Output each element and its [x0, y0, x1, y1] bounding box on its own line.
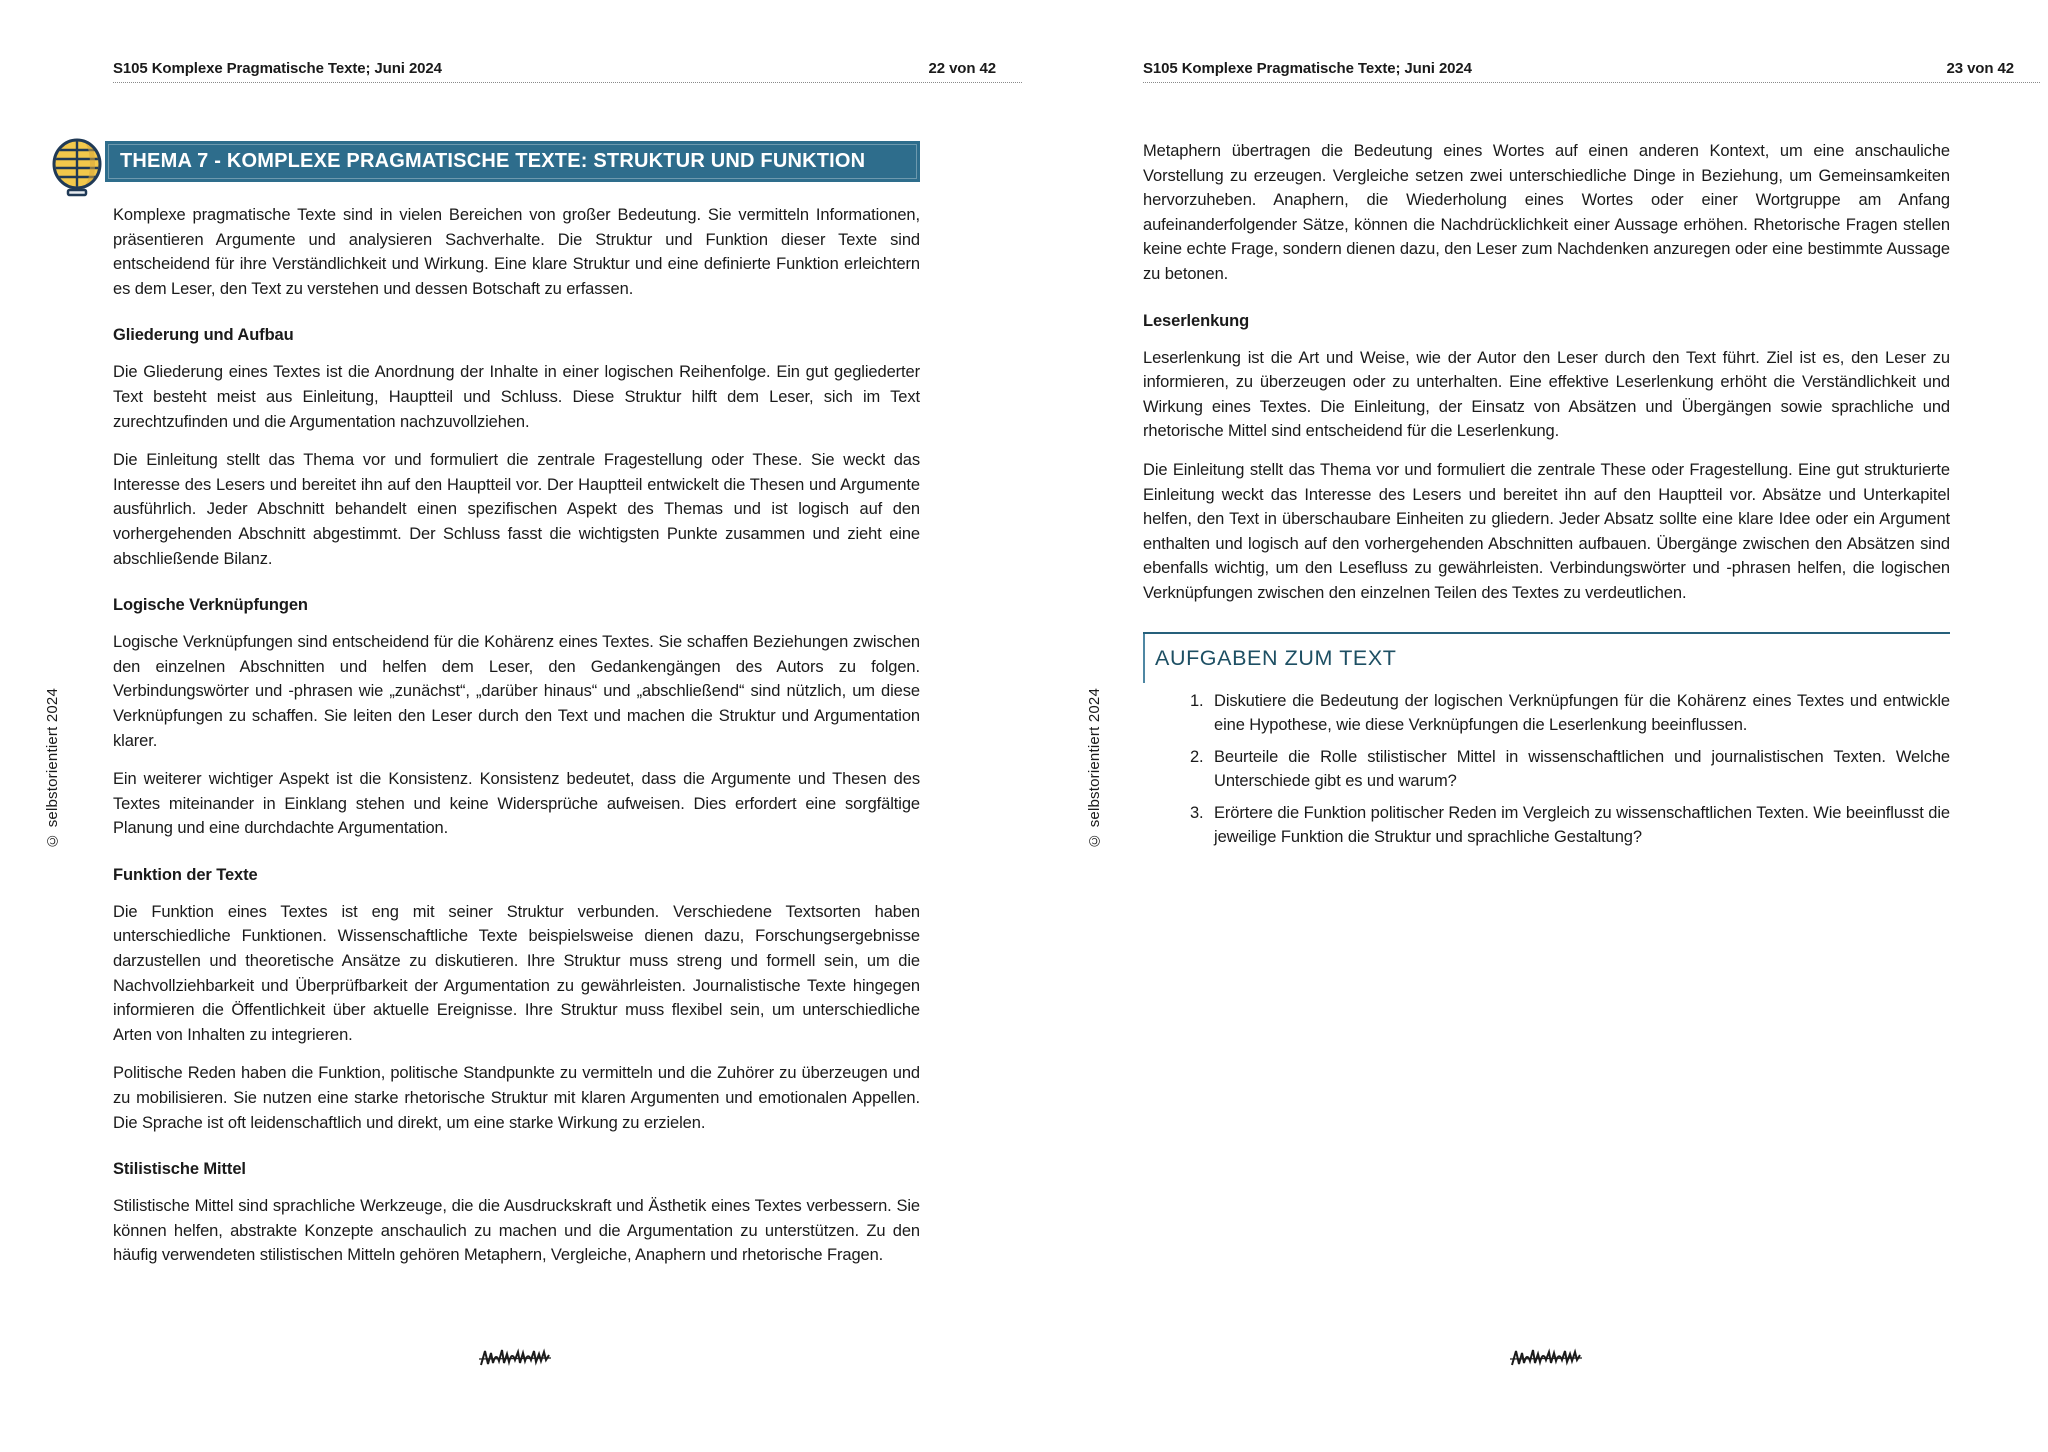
section-heading: Gliederung und Aufbau — [113, 326, 294, 345]
task-item: 1. Diskutiere die Bedeutung der logischen Verknüpfungen für die Kohärenz eines Textes und entwickle eine Hypothese, wie diese Verknüpfungen die Leserlenkung beeinflussen. — [1208, 689, 1950, 738]
chapter-title: THEMA 7 - KOMPLEXE PRAGMATISCHE TEXTE: STRUKTUR UND FUNKTION — [120, 150, 866, 172]
copyright-note: © selbstorientiert 2024 — [44, 688, 61, 849]
paragraph: Leserlenkung ist die Art und Weise, wie der Autor den Leser durch den Text führt. Ziel ist es, den Leser zu informieren, zu überzeugen oder zu unterhalten. Eine effektive Leserlenkung erhöht die Verständlichkeit und Wirkung eines Textes. Die Einleitung, der Einsatz von Absätzen und Übergängen sowie sprachliche und rhetorische Mittel sind entscheidend für die Leserlenkung. — [1143, 348, 1950, 441]
copyright-note: © selbstorientiert 2024 — [1086, 688, 1103, 849]
paragraph: Die Einleitung stellt das Thema vor und formuliert die zentrale These oder Fragestellung. Eine gut strukturierte Einleitung weckt das Interesse des Lesers und bereitet ihn auf den Hauptteil vor. Absätze und Unterkapitel helfen, den Text in überschaubare Einheiten zu gliedern. Jeder Absatz sollte eine klare Idee oder ein Argument enthalten und logisch auf den vorhergehenden Abschnitten aufbauen. Übergänge zwischen den Absätzen sind ebenfalls wichtig, um den Lesefluss zu gewährleisten. Verbindungswörter und -phrasen helfen, die logischen Verknüpfungen zwischen den einzelnen Teilen des Textes zu verdeutlichen. — [1143, 460, 1950, 602]
paragraph: Politische Reden haben die Funktion, politische Standpunkte zu vermitteln und die Zuhörer zu überzeugen und zu mobilisieren. Sie nutzen eine starke rhetorische Struktur mit klaren Argumenten und emotionalen Appellen. Die Sprache ist oft leidenschaftlich und direkt, um eine starke Wirkung zu erzielen. — [113, 1064, 920, 1132]
running-title: S105 Komplexe Pragmatische Texte; Juni 2024 — [1143, 60, 1472, 77]
paragraph: Komplexe pragmatische Texte sind in vielen Bereichen von großer Bedeutung. Sie vermitteln Informationen, präsentieren Argumente und analysieren Sachverhalte. Die Struktur und Funktion dieser Texte sind entscheidend für ihre Verständlichkeit und Wirkung. Eine klare Struktur und eine definierte Funktion erleichtern es dem Leser, den Text zu verstehen und dessen Botschaft zu erfassen. — [113, 206, 920, 298]
running-header — [113, 60, 1022, 83]
task-item: 2. Beurteile die Rolle stilistischer Mittel in wissenschaftlichen und journalistischen Texten. Welche Unterschiede gibt es und warum? — [1208, 745, 1950, 794]
right-text-blocks — [1143, 139, 1950, 606]
section-heading: Logische Verknüpfungen — [113, 596, 308, 615]
beehive-icon — [48, 137, 106, 197]
paragraph: Die Funktion eines Textes ist eng mit seiner Struktur verbunden. Verschiedene Textsorten haben unterschiedliche Funktionen. Wissenschaftliche Texte beispielsweise dienen dazu, Forschungsergebnisse darzustellen und theoretische Ansätze zu diskutieren. Ihre Struktur muss streng und formell sein, um die Nachvollziehbarkeit und Überprüfbarkeit der Argumentation zu gewährleisten. Journalistische Texte hingegen informieren die Öffentlichkeit über aktuelle Ereignisse. Ihre Struktur muss flexibel sein, um unterschiedliche Arten von Inhalten zu integrieren. — [113, 902, 920, 1044]
task-item: 3. Erörtere die Funktion politischer Reden im Vergleich zu wissenschaftlichen Texten. Wie beeinflusst die jeweilige Funktion die Struktur und sprachliche Gestaltung? — [1208, 801, 1950, 850]
paragraph: Die Einleitung stellt das Thema vor und formuliert die zentrale Fragestellung oder These. Sie weckt das Interesse des Lesers und bereitet ihn auf den Hauptteil vor. Der Hauptteil entwickelt die Thesen und Argumente ausführlich. Jeder Abschnitt behandelt einen spezifischen Aspekt des Themas und ist logisch auf den vorhergehenden Abschnitt abgestimmt. Der Schluss fasst die wichtigsten Punkte zusammen und zieht eine abschließende Bilanz. — [113, 451, 920, 568]
tasks-section — [1143, 632, 1950, 851]
section-heading: Stilistische Mittel — [113, 1160, 246, 1179]
section-heading: Funktion der Texte — [113, 865, 258, 884]
chapter-title-banner — [105, 141, 920, 182]
paragraph: Ein weiterer wichtiger Aspekt ist die Konsistenz. Konsistenz bedeutet, dass die Argumente und Thesen des Textes miteinander in Einklang stehen und keine Widersprüche aufweisen. Dies erfordert eine sorgfältige Planung und eine durchdachte Argumentation. — [113, 770, 920, 838]
page-number: 22 von 42 — [928, 60, 996, 77]
page-number: 23 von 42 — [1946, 60, 2014, 77]
paragraph: Metaphern übertragen die Bedeutung eines Wortes auf einen anderen Kontext, um eine anschauliche Vorstellung zu erzeugen. Vergleiche setzen zwei unterschiedliche Dinge in Beziehung, um Gemeinsamkeiten hervorzuheben. Anaphern, die Wiederholung eines Wortes oder einer Wortgruppe am Anfang aufeinanderfolgender Sätze, können die Nachdrücklichkeit einer Aussage erhöhen. Rhetorische Fragen stellen keine echte Frage, sondern dienen dazu, den Leser zum Nachdenken anzuregen oder eine bestimmte Aussage zu betonen. — [1143, 142, 1950, 283]
running-title: S105 Komplexe Pragmatische Texte; Juni 2024 — [113, 60, 442, 77]
paragraph: Stilistische Mittel sind sprachliche Werkzeuge, die die Ausdruckskraft und Ästhetik eines Textes verbessern. Sie können helfen, abstrakte Konzepte anschaulich zu machen und die Argumentation zu unterstützen. Zu den häufig verwendeten stilistischen Mitteln gehören Metaphern, Vergleiche, Anaphern und rhetorische Fragen. — [113, 1197, 920, 1265]
tasks-list — [1143, 689, 1950, 851]
tasks-heading: AUFGABEN ZUM TEXT — [1155, 645, 1397, 670]
chapter-title-row — [113, 141, 920, 182]
left-text-column — [113, 203, 920, 1268]
publisher-signature-mark — [1509, 1343, 1583, 1375]
running-header — [1143, 60, 2040, 83]
paragraph: Die Gliederung eines Textes ist die Anordnung der Inhalte in einer logischen Reihenfolge. Ein gut gegliederter Text besteht meist aus Einleitung, Hauptteil und Schluss. Diese Struktur hilft dem Leser, sich im Text zurechtzufinden und die Argumentation nachzuvollziehen. — [113, 363, 920, 431]
paragraph: Logische Verknüpfungen sind entscheidend für die Kohärenz eines Textes. Sie schaffen Beziehungen zwischen den einzelnen Abschnitten und helfen dem Leser, den Gedankengängen des Autors zu folgen. Verbindungswörter und -phrasen wie „zunächst“, „darüber hinaus“ und „abschließend“ sind nützlich, um diese Verknüpfungen zu schaffen. Sie leiten den Leser durch den Text und machen die Struktur und Argumentation klarer. — [113, 633, 920, 750]
page-right — [1024, 0, 2048, 1452]
publisher-signature-mark — [478, 1343, 552, 1375]
right-text-column — [1143, 139, 1950, 850]
section-heading: Leserlenkung — [1143, 311, 1250, 330]
